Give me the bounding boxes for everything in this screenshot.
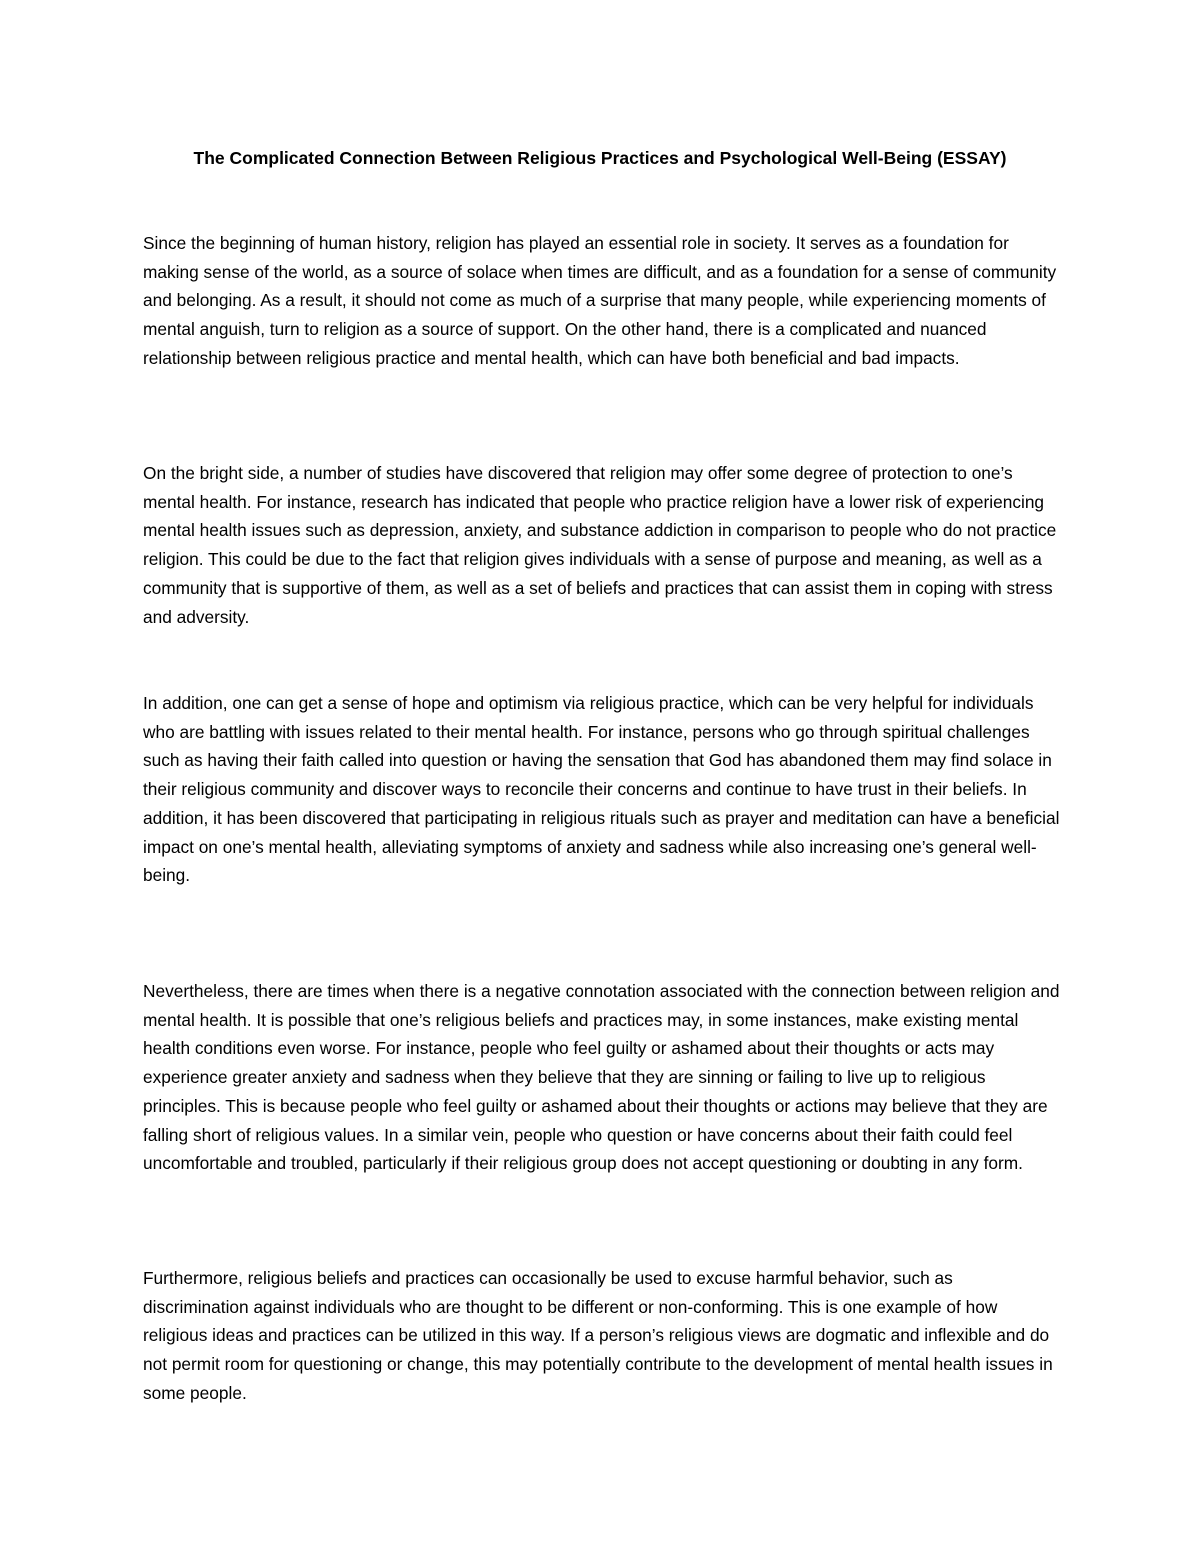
essay-paragraph-4: Nevertheless, there are times when there is a negative connotation associated with the connection between religion and mental health. It is possible that one’s religious beliefs and practices may, in some instances, make existing mental health conditions even worse. For instance, people who feel guilty or ashamed about their thoughts or acts may experience greater anxiety and sadness when they believe that they are sinning or failing to live up to religious principles. This is because people who feel guilty or ashamed about their thoughts or actions may believe that they are falling short of religious values. In a similar vein, people who question or have concerns about their faith could feel uncomfortable and troubled, particularly if their religious group does not accept questioning or doubting in any form. (143, 981, 1060, 1174)
essay-title: The Complicated Connection Between Religious Practices and Psychological Well-Being (ESSAY) (193, 148, 1007, 168)
essay-paragraph-3: In addition, one can get a sense of hope and optimism via religious practice, which can be very helpful for individuals who are battling with issues related to their mental health. For instance, persons who go through spiritual challenges such as having their faith called into question or having the sensation that God has abandoned them may find solace in their religious community and discover ways to reconcile their concerns and continue to have trust in their beliefs. In addition, it has been discovered that participating in religious rituals such as prayer and meditation can have a beneficial impact on one’s mental health, alleviating symptoms of anxiety and sadness while also increasing one’s general well-being. (143, 693, 1060, 886)
essay-paragraph-5: Furthermore, religious beliefs and practices can occasionally be used to excuse harmful behavior, such as discrimination against individuals who are thought to be different or non-conforming. This is one example of how religious ideas and practices can be utilized in this way. If a person’s religious views are dogmatic and inflexible and do not permit room for questioning or change, this may potentially contribute to the development of mental health issues in some people. (143, 1268, 1053, 1403)
essay-paragraph-1: Since the beginning of human history, religion has played an essential role in society. It serves as a foundation for making sense of the world, as a source of solace when times are difficult, and as a foundation for a sense of community and belonging. As a result, it should not come as much of a surprise that many people, while experiencing moments of mental anguish, turn to religion as a source of support. On the other hand, there is a complicated and nuanced relationship between religious practice and mental health, which can have both beneficial and bad impacts. (143, 233, 1057, 368)
essay-paragraph-2: On the bright side, a number of studies have discovered that religion may offer some degree of protection to one’s mental health. For instance, research has indicated that people who practice religion have a lower risk of experiencing mental health issues such as depression, anxiety, and substance addiction in comparison to people who do not practice religion. This could be due to the fact that religion gives individuals with a sense of purpose and meaning, as well as a community that is supportive of them, as well as a set of beliefs and practices that can assist them in coping with stress and adversity. (143, 463, 1057, 627)
